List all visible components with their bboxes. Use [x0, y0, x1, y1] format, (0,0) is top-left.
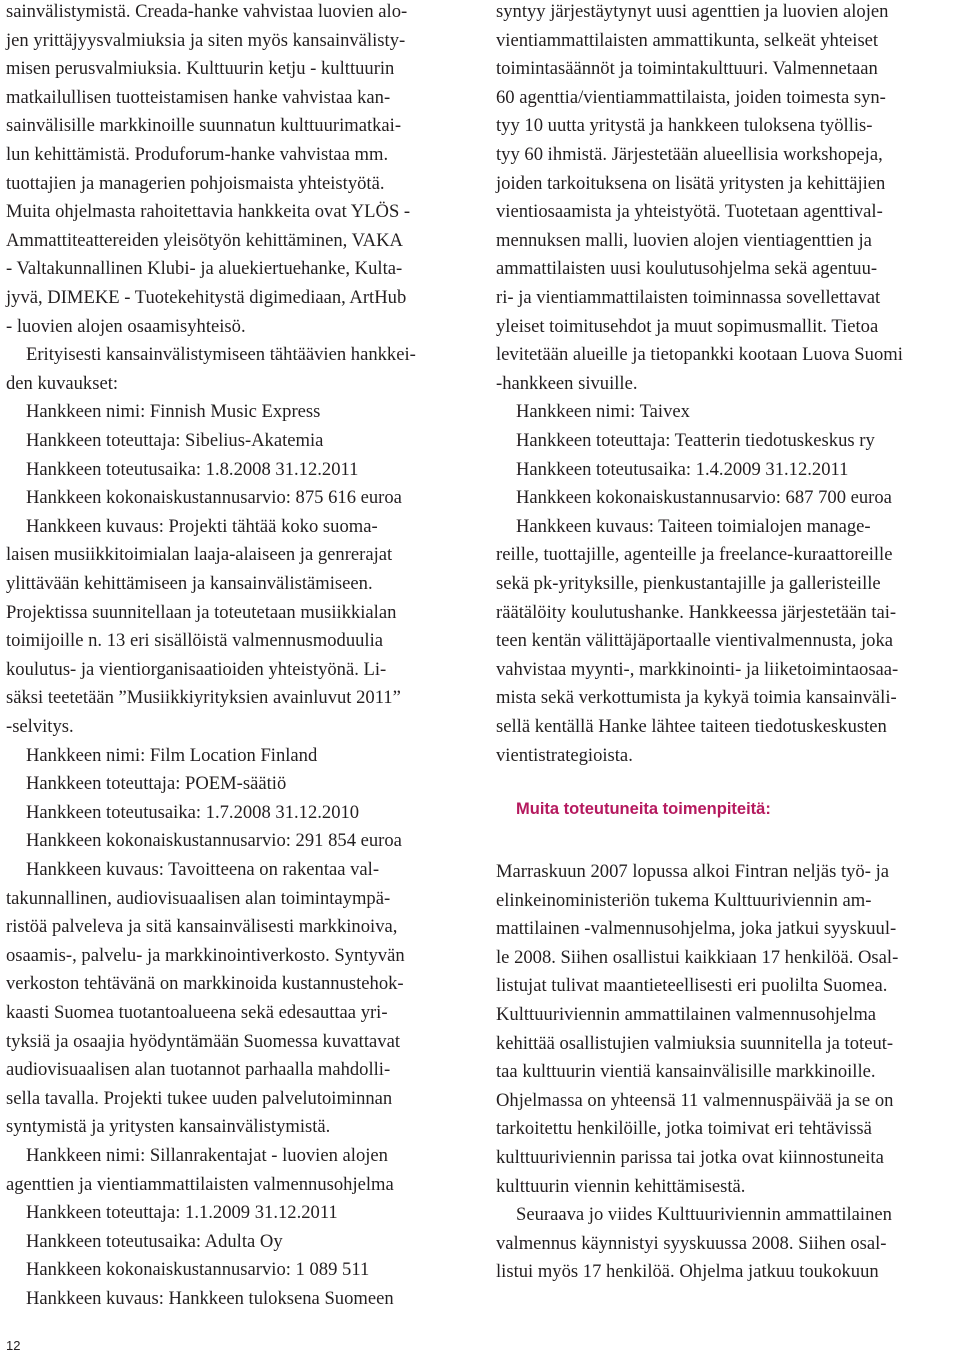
page-number: 12 [6, 1338, 21, 1353]
text-line: Hankkeen toteuttaja: 1.1.2009 31.12.2011 [26, 1202, 338, 1224]
text-line: Ohjelmassa on yhteensä 11 valmennuspäivää ja se on [496, 1089, 894, 1111]
text-line: le 2008. Siihen osallistui kaikkiaan 17 henkilöä. Osal- [496, 946, 899, 968]
text-line: sella tavalla. Projekti tukee uuden palvelutoiminnan [6, 1087, 393, 1109]
text-line: kulttuurin viennin kehittämisestä. [496, 1175, 746, 1197]
text-line: ri- ja vientiammattilaisten toiminnassa sovellettavat [496, 287, 881, 308]
text-line: taa kulttuurin vientiä kansainvälisille markkinoille. [496, 1061, 876, 1083]
section-heading: Muita toteutuneita toimenpiteitä: [516, 800, 771, 818]
text-line: Hankkeen kuvaus: Taiteen toimialojen manage- [516, 515, 871, 537]
text-line: 60 agenttia/vientiammattilaista, joiden toimesta syn- [496, 86, 886, 108]
text-line: listujat tulivat maantieteellisesti eri puolilta Suomea. [496, 975, 888, 997]
text-line: Hankkeen kokonaiskustannusarvio: 291 854 euroa [26, 830, 402, 852]
text-line: - Valtakunnallinen Klubi- ja aluekiertuehanke, Kulta- [6, 258, 403, 280]
text-line: vientistrategioista. [496, 744, 633, 766]
text-line: syntyy järjestäytynyt uusi agenttien ja luovien alojen [496, 1, 889, 22]
text-line: Hankkeen toteutusaika: 1.8.2008 31.12.2011 [26, 458, 359, 480]
text-line: Muita ohjelmasta rahoitettavia hankkeita ovat YLÖS - [6, 201, 411, 223]
text-line: Erityisesti kansainvälistymiseen tähtäävien hankkei- [26, 344, 416, 366]
text-line: tyy 10 uutta yritystä ja hankkeen tuloksena työllis- [496, 115, 873, 137]
text-line: listui myös 17 henkilöä. Ohjelma jatkuu toukokuun [496, 1261, 879, 1283]
text-line: verkoston tehtävänä on markkinoida kustannustehok- [6, 973, 404, 995]
text-line: sainvälisille markkinoille suunnatun kulttuurimatkai- [6, 115, 402, 137]
text-line: Hankkeen toteuttaja: POEM-säätiö [26, 773, 287, 795]
text-line: kehittää osallistujien valmiuksia suunnitella ja toteut- [496, 1032, 894, 1054]
text-line: säksi teetetään ”Musiikkiyrityksien avainluvut 2011” [6, 687, 401, 709]
text-line: tuottajien ja managerien pohjoismaista yhteistyötä. [6, 172, 385, 194]
text-line: Seuraava jo viides Kulttuuriviennin ammattilainen [516, 1204, 892, 1226]
text-line: tarkoitettu henkilöille, jotka toimivat eri tehtävissä [496, 1118, 872, 1140]
text-line: Hankkeen toteutusaika: 1.7.2008 31.12.2010 [26, 801, 360, 823]
text-line: audiovisuaalisen alan tuotannot parhaalla mahdolli- [6, 1059, 391, 1081]
text-line: räätälöity koulutushanke. Hankkeessa järjestetään tai- [496, 601, 897, 623]
text-line: Marraskuun 2007 lopussa alkoi Fintran neljäs työ- ja [496, 861, 889, 882]
text-line: lun kehittämistä. Produforum-hanke vahvistaa mm. [6, 144, 389, 165]
text-line: Hankkeen nimi: Taivex [516, 401, 690, 423]
text-line: takunnallinen, audiovisuaalisen alan toimintaympä- [6, 887, 391, 909]
text-line: teen kentän välittäjäportaalle vientivalmennusta, joka [496, 630, 894, 652]
text-line: -selvitys. [6, 716, 74, 737]
text-line: den kuvaukset: [6, 372, 119, 394]
text-line: Hankkeen nimi: Finnish Music Express [26, 401, 321, 423]
text-line: Hankkeen kokonaiskustannusarvio: 687 700 euroa [516, 487, 892, 509]
text-line: Hankkeen toteutusaika: 1.4.2009 31.12.2011 [516, 458, 849, 480]
text-line: Hankkeen nimi: Film Location Finland [26, 744, 318, 766]
text-line: mista sekä verkottumista ja kykyä toimia kansainväli- [496, 687, 897, 709]
text-line: Hankkeen kuvaus: Projekti tähtää koko suoma- [26, 515, 378, 537]
text-line: Hankkeen nimi: Sillanrakentajat - luovien alojen [26, 1145, 388, 1166]
text-line: laisen musiikkitoimialan laaja-alaiseen ja genrerajat [6, 544, 393, 566]
text-line: syntymistä ja yritysten kansainvälistymistä. [6, 1116, 331, 1138]
text-line: osaamis-, palvelu- ja markkinointiverkosto. Syntyvän [6, 944, 405, 966]
text-line: elinkeinoministeriön tukema Kulttuuriviennin am- [496, 889, 872, 911]
text-line: valmennus käynnistyi syyskuussa 2008. Siihen osal- [496, 1232, 887, 1254]
text-line: kaasti Suomea tuotantoalueena sekä edesauttaa yri- [6, 1002, 388, 1023]
text-line: mennuksen malli, luovien alojen vientiagenttien ja [496, 229, 872, 251]
text-line: Hankkeen kuvaus: Tavoitteena on rakentaa val- [26, 859, 380, 880]
text-line: ylittävään kehittämiseen ja kansainvälistämiseen. [6, 573, 373, 594]
text-line: toimintasäännöt ja toimintakulttuuri. Valmennetaan [496, 58, 878, 80]
text-line: Hankkeen toteuttaja: Sibelius-Akatemia [26, 430, 324, 451]
text-line: - luovien alojen osaamisyhteisö. [6, 315, 246, 337]
text-line: levitetään alueille ja tietopankki kootaan Luova Suomi [496, 344, 903, 366]
text-line: -hankkeen sivuille. [496, 372, 638, 394]
text-line: matkailullisen tuotteistamisen hanke vahvistaa kan- [6, 86, 391, 108]
text-line: Hankkeen toteuttaja: Teatterin tiedotuskeskus ry [516, 430, 875, 451]
text-line: agenttien ja vientiammattilaisten valmennusohjelma [6, 1173, 394, 1195]
text-line: mattilainen -valmennusohjelma, joka jatkui syyskuul- [496, 918, 897, 940]
text-line: sellä kentällä Hanke lähtee taiteen tiedotuskeskusten [496, 716, 887, 737]
text-line: Projektissa suunnitellaan ja toteutetaan musiikkialan [6, 601, 397, 623]
text-line: yleiset toimitusehdot ja muut sopimusmallit. Tietoa [496, 315, 879, 337]
text-line: Ammattiteattereiden yleisötyön kehittäminen, VAKA [6, 229, 403, 251]
text-line: Kulttuuriviennin ammattilainen valmennusohjelma [496, 1004, 877, 1025]
text-line: vientiammattilaisten ammattikunta, selkeät yhteiset [496, 29, 879, 51]
text-line: Hankkeen toteutusaika: Adulta Oy [26, 1230, 283, 1252]
text-line: misen perusvalmiuksia. Kulttuurin ketju - kulttuurin [6, 58, 395, 80]
text-line: Hankkeen kokonaiskustannusarvio: 1 089 511 [26, 1259, 370, 1281]
text-line: sekä pk-yrityksille, pienkustantajille ja galleristeille [496, 573, 881, 594]
text-line: jen yrittäjyysvalmiuksia ja siten myös kansainvälisty- [6, 29, 406, 51]
text-line: sainvälistymistä. Creada-hanke vahvistaa luovien alo- [6, 1, 408, 22]
text-line: Hankkeen kuvaus: Hankkeen tuloksena Suomeen [26, 1288, 394, 1309]
text-line: ristöä palveleva ja sitä kansainvälisesti markkinoiva, [6, 916, 398, 938]
text-line: reille, tuottajille, agenteille ja freelance-kuraattoreille [496, 544, 893, 566]
text-line: toimijoille n. 13 eri sisällöistä valmennusmoduulia [6, 630, 383, 652]
text-line: vientiosaamista ja yhteistyötä. Tuotetaan agenttival- [496, 201, 883, 223]
text-line: Hankkeen kokonaiskustannusarvio: 875 616 euroa [26, 487, 402, 509]
text-line: tyksiä ja osaajia hyödyntämään Suomessa kuvattavat [6, 1030, 400, 1052]
text-line: koulutus- ja vientiorganisaatioiden yhteistyönä. Li- [6, 658, 387, 680]
text-line: tyy 60 ihmistä. Järjestetään alueellisia workshopeja, [496, 144, 883, 165]
text-line: jyvä, DIMEKE - Tuotekehitystä digimediaan, ArtHub [6, 287, 407, 308]
text-line: kulttuuriviennin parissa tai jotka ovat kiinnostuneita [496, 1147, 884, 1168]
text-line: joiden tarkoituksena on lisätä yritysten ja kehittäjien [496, 172, 886, 194]
text-line: vahvistaa myynti-, markkinointi- ja liiketoimintaosaa- [496, 658, 899, 680]
text-line: ammattilaisten uusi koulutusohjelma sekä agentuu- [496, 258, 878, 280]
